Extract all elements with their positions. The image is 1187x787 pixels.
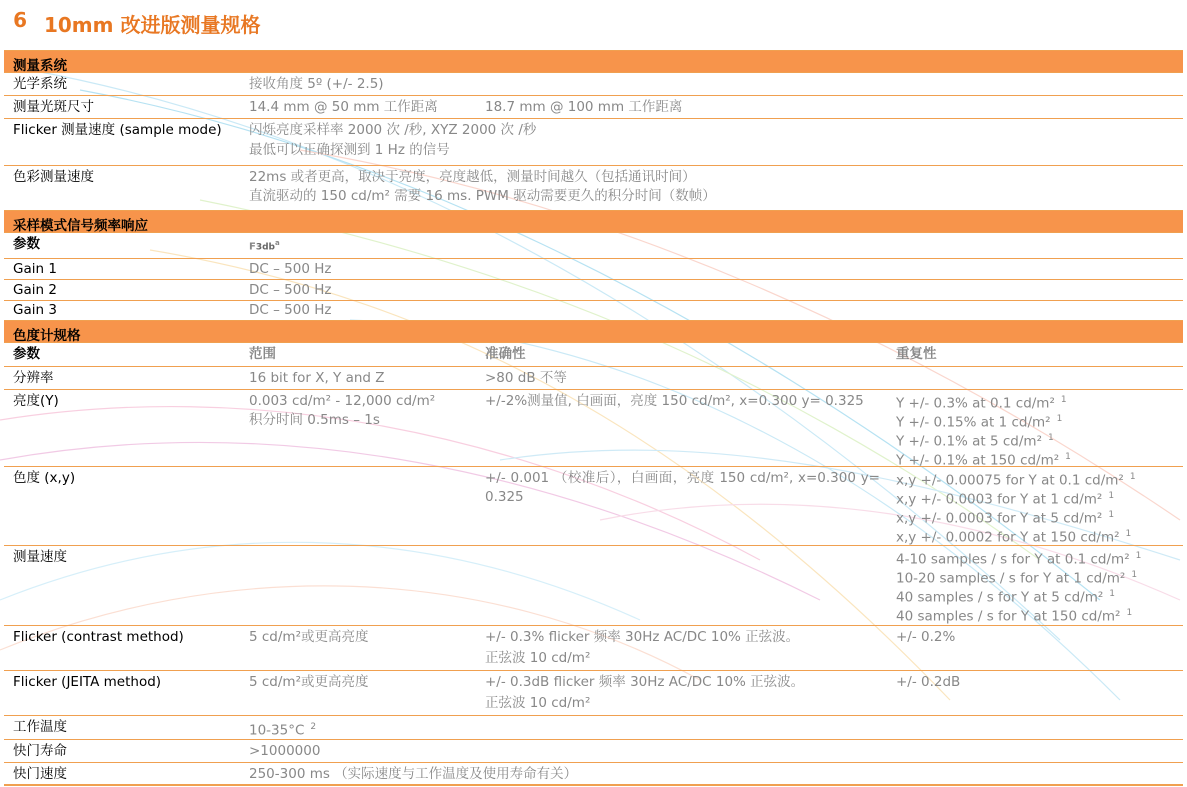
row-label: 色度 (x,y) — [13, 470, 76, 486]
row-label: 快门寿命 — [13, 743, 67, 759]
row-label: 光学系统 — [13, 76, 67, 92]
table-row — [4, 366, 1183, 389]
row-value: 14.4 mm @ 50 mm 工作距离 — [249, 99, 438, 115]
row-label: 测量速度 — [13, 549, 67, 565]
table-row — [4, 165, 1183, 210]
row-label: Flicker (contrast method) — [13, 629, 184, 645]
row-value: DC – 500 Hz — [249, 261, 332, 277]
row-repeat: +/- 0.2dB — [896, 674, 961, 690]
row-value-secondary: 18.7 mm @ 100 mm 工作距离 — [485, 99, 683, 115]
row-accuracy: +/-2%测量值, 白画面，亮度 150 cd/m², x=0.300 y= 0.325 — [485, 393, 864, 409]
section-header-frequency-response: 采样模式信号频率响应 — [4, 210, 1183, 232]
table-row — [4, 670, 1183, 715]
row-range: 16 bit for X, Y and Z — [249, 370, 385, 386]
row-repeat-line: 40 samples / s for Y at 5 cd/m² $^1$ — [896, 589, 1116, 606]
row-range-line1: 0.003 cd/m² - 12,000 cd/m² — [249, 393, 436, 409]
row-repeat-line: Y +/- 0.15% at 1 cd/m² $^1$ — [896, 414, 1063, 431]
row-value: 250-300 ms （实际速度与工作温度及使用寿命有关） — [249, 766, 578, 782]
row-range-line2: 积分时间 0.5ms – 1s — [249, 412, 380, 428]
table-row — [4, 625, 1183, 670]
section-header-measurement-system: 测量系统 — [4, 50, 1183, 72]
row-value: >1000000 — [249, 743, 321, 759]
row-accuracy-line1: +/- 0.3dB flicker 频率 30Hz AC/DC 10% 正弦波。 — [485, 674, 805, 690]
table-row — [4, 118, 1183, 165]
column-header-accuracy: 准确性 — [485, 346, 526, 362]
row-value: DC – 500 Hz — [249, 282, 332, 298]
row-repeat-line: x,y +/- 0.0003 for Y at 1 cd/m² $^1$ — [896, 491, 1115, 508]
row-accuracy: >80 dB 不等 — [485, 370, 567, 386]
table-row — [4, 72, 1183, 95]
column-header-param: 参数 — [13, 346, 40, 362]
row-repeat-line: Y +/- 0.1% at 5 cd/m² $^1$ — [896, 433, 1054, 450]
row-repeat-line: 10-20 samples / s for Y at 1 cd/m² $^1$ — [896, 570, 1138, 587]
row-label: 亮度(Y) — [13, 393, 59, 409]
section-title: 10mm 改进版测量规格 — [43, 13, 261, 37]
section-header-colorimeter: 色度计规格 — [4, 320, 1183, 342]
row-label: 工作温度 — [13, 719, 67, 735]
column-header-range: 范围 — [249, 346, 276, 362]
row-accuracy-line1: +/- 0.3% flicker 频率 30Hz AC/DC 10% 正弦波。 — [485, 629, 800, 645]
row-label: Gain 3 — [13, 302, 57, 318]
row-repeat-line: Y +/- 0.1% at 150 cd/m² $^1$ — [896, 452, 1071, 469]
table-row — [4, 545, 1183, 625]
table-row — [4, 258, 1183, 279]
row-label: Gain 1 — [13, 261, 57, 277]
row-value: 接收角度 5º (+/- 2.5) — [249, 76, 384, 92]
row-accuracy: +/- 0.001 （校准后），白画面，亮度 150 cd/m², x=0.300 y= 0.325 — [485, 470, 880, 505]
table-row — [4, 300, 1183, 320]
row-repeat-line: x,y +/- 0.0003 for Y at 5 cd/m² $^1$ — [896, 510, 1115, 527]
row-value-line1: 闪烁亮度采样率 2000 次 /秒, XYZ 2000 次 /秒 — [249, 122, 537, 138]
row-repeat-line: Y +/- 0.3% at 0.1 cd/m² $^1$ — [896, 395, 1067, 412]
table-row — [4, 389, 1183, 469]
row-label: Flicker 测量速度 (sample mode) — [13, 122, 222, 138]
row-accuracy-line2: 正弦波 10 cd/m² — [485, 650, 591, 666]
table-row — [4, 95, 1183, 118]
row-label: 色彩测量速度 — [13, 169, 94, 185]
table-row — [4, 279, 1183, 300]
row-repeat-line: x,y +/- 0.0002 for Y at 150 cd/m² $^1$ — [896, 529, 1132, 546]
row-repeat: +/- 0.2% — [896, 629, 956, 645]
table-row — [4, 232, 1183, 258]
row-label: Gain 2 — [13, 282, 57, 298]
page-title — [0, 8, 260, 38]
row-label: Flicker (JEITA method) — [13, 674, 162, 690]
row-range: 5 cd/m²或更高亮度 — [249, 629, 369, 645]
row-repeat-line: x,y +/- 0.00075 for Y at 0.1 cd/m² $^1$ — [896, 472, 1136, 489]
table-row — [4, 466, 1183, 545]
row-value: DC – 500 Hz — [249, 302, 332, 318]
column-header-repeatability: 重复性 — [896, 346, 937, 362]
row-accuracy-line2: 正弦波 10 cd/m² — [485, 695, 591, 711]
param-value: $F3db^a$ — [249, 239, 280, 253]
param-label: 参数 — [13, 236, 40, 252]
section-number: 6 — [13, 8, 27, 32]
row-repeat-line: 40 samples / s for Y at 150 cd/m² $^1$ — [896, 608, 1133, 625]
row-value: 10-35°C $^2$ — [249, 722, 317, 739]
column-header-row — [4, 342, 1183, 366]
table-row — [4, 739, 1183, 762]
table-row — [4, 715, 1183, 739]
row-value-line1: 22ms 或者更高，取决于亮度，亮度越低，测量时间越久（包括通讯时间） — [249, 169, 696, 185]
row-value-line2: 直流驱动的 150 cd/m² 需要 16 ms. PWM 驱动需要更久的积分时间（数帧） — [249, 188, 716, 204]
row-range: 5 cd/m²或更高亮度 — [249, 674, 369, 690]
table-row — [4, 762, 1183, 786]
row-label: 分辨率 — [13, 370, 54, 386]
row-label: 快门速度 — [13, 766, 67, 782]
row-value-line2: 最低可以正确探测到 1 Hz 的信号 — [249, 142, 450, 158]
row-repeat-line: 4-10 samples / s for Y at 0.1 cd/m² $^1$ — [896, 551, 1142, 568]
row-label: 测量光斑尺寸 — [13, 99, 94, 115]
